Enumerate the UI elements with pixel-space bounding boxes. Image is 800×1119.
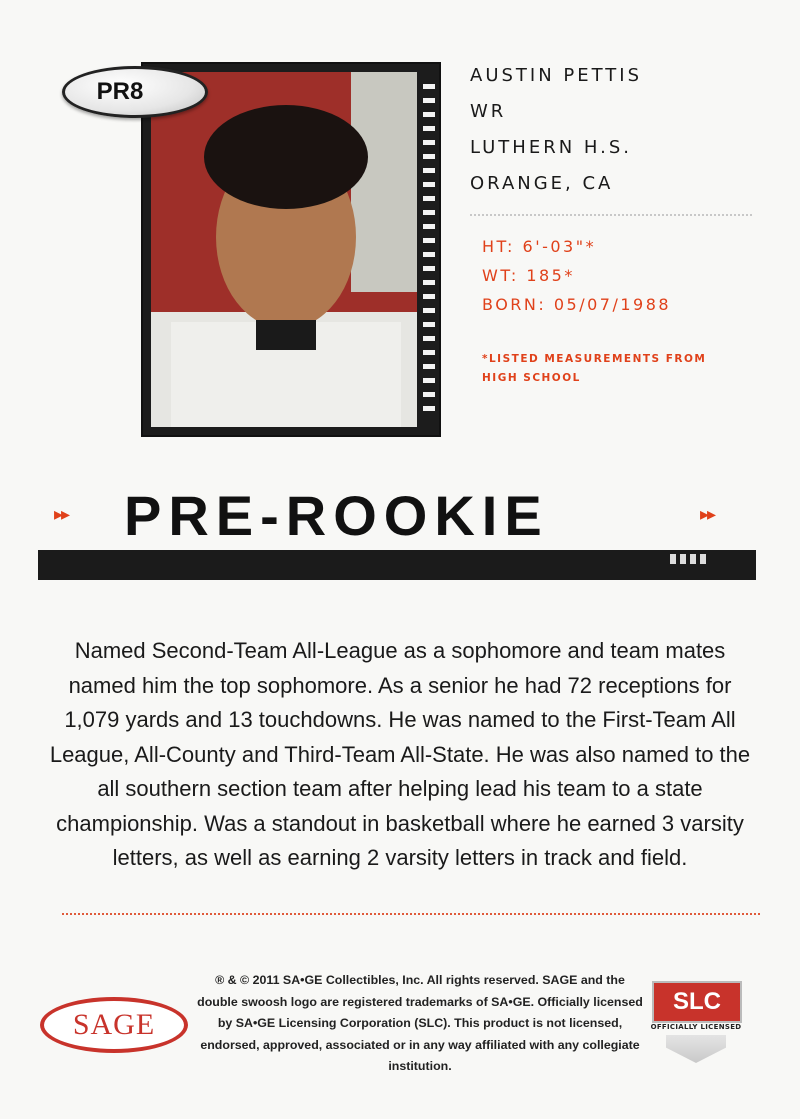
banner-title: PRE-ROOKIE xyxy=(124,484,549,547)
player-photo-frame xyxy=(141,62,441,437)
left-arrows-icon: ▸▸ xyxy=(54,504,69,525)
player-height: HT: 6'-03"* xyxy=(482,237,597,256)
sage-logo xyxy=(40,997,188,1053)
player-position: WR xyxy=(470,101,507,122)
sage-logo-text: SAGE xyxy=(72,1008,156,1041)
slc-shield-icon xyxy=(666,1035,726,1063)
player-hometown: ORANGE, CA xyxy=(470,173,614,194)
player-name: AUSTIN PETTIS xyxy=(470,65,643,86)
legal-text: ® & © 2011 SA•GE Collectibles, Inc. All rights reserved. SAGE and the double swoosh logo are registered trademarks of SA•GE. Officially licensed by SA•GE Licensing Corporation (SLC). This product is not licensed, endorsed, approved, associated or in any way affiliated with any collegiate institution. xyxy=(197,973,643,1073)
player-info xyxy=(470,58,642,202)
film-strip-edge xyxy=(423,84,435,415)
bio-divider xyxy=(62,913,760,915)
slc-logo xyxy=(648,977,744,1067)
card-number-badge xyxy=(62,66,208,118)
player-school: LUTHERN H.S. xyxy=(470,137,632,158)
player-photo xyxy=(151,72,417,427)
slc-logo-text: SLC xyxy=(673,988,721,1015)
player-weight: WT: 185* xyxy=(482,266,575,285)
film-strip-marks xyxy=(670,554,710,564)
film-strip-bar xyxy=(38,550,756,580)
player-stats xyxy=(482,232,671,319)
right-arrows-icon: ▸▸ xyxy=(700,504,715,525)
info-divider xyxy=(470,214,752,216)
player-born: BORN: 05/07/1988 xyxy=(482,295,672,314)
slc-logo-box xyxy=(652,981,742,1023)
measurement-note: *LISTED MEASUREMENTS FROM HIGH SCHOOL xyxy=(482,353,707,384)
pre-rookie-banner xyxy=(0,486,800,546)
slc-officially-licensed: OFFICIALLY LICENSED xyxy=(650,1023,742,1031)
player-bio: Named Second-Team All-League as a sophomore and team mates named him the top sophomore. As a senior he had 72 receptions for 1,079 yards and 13 touchdowns. He was named to the First-Team All League, All-County and Third-Team All-State. He was also named to the all southern section team after helping lead his team to a state championship. Was a standout in basketball where he earned 3 varsity letters, as well as earning 2 varsity letters in track and field. xyxy=(49,638,751,870)
card-number: PR8 xyxy=(96,78,144,105)
